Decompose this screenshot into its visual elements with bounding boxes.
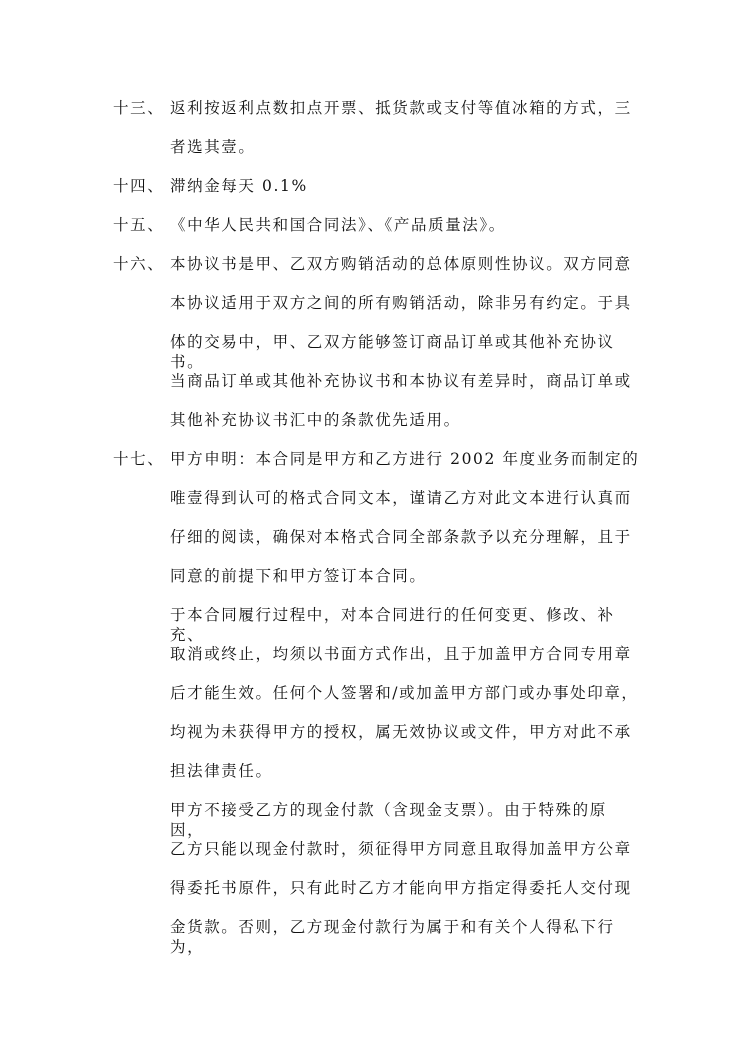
paragraph-a-line-4: 均视为未获得甲方的授权，属无效协议或文件，甲方对此不承 bbox=[170, 723, 632, 741]
clause-16-line-1: 本协议书是甲、乙双方购销活动的总体原则性协议。双方同意 bbox=[170, 255, 632, 273]
clause-16-line-5: 其他补充协议书汇中的条款优先适用。 bbox=[170, 411, 461, 429]
paragraph-b-line-3: 得委托书原件，只有此时乙方才能向甲方指定得委托人交付现 bbox=[170, 879, 632, 897]
paragraph-b-line-4: 金货款。否则，乙方现金付款行为属于和有关个人得私下行为， bbox=[170, 918, 615, 956]
clause-13-line-1: 返利按返利点数扣点开票、抵货款或支付等值冰箱的方式，三 bbox=[170, 99, 632, 117]
clause-number-13: 十三、 bbox=[113, 99, 165, 117]
clause-number-16: 十六、 bbox=[113, 255, 165, 273]
clause-13-line-2: 者选其壹。 bbox=[170, 138, 256, 156]
clause-number-17: 十七、 bbox=[113, 450, 165, 468]
clause-17-line-2: 唯壹得到认可的格式合同文本，谨请乙方对此文本进行认真而 bbox=[170, 489, 632, 507]
clause-17-line-1: 甲方申明：本合同是甲方和乙方进行 2002 年度业务而制定的 bbox=[170, 450, 640, 468]
paragraph-a-line-5: 担法律责任。 bbox=[170, 762, 273, 780]
clause-17-line-4: 同意的前提下和甲方签订本合同。 bbox=[170, 567, 427, 585]
paragraph-b-line-1: 甲方不接受乙方的现金付款（含现金支票）。由于特殊的原因， bbox=[170, 801, 607, 839]
clause-number-14: 十四、 bbox=[113, 177, 165, 195]
clause-16-line-2: 本协议适用于双方之间的所有购销活动，除非另有约定。于具 bbox=[170, 294, 632, 312]
paragraph-a-line-3: 后才能生效。任何个人签署和/或加盖甲方部门或办事处印章， bbox=[170, 684, 639, 702]
clause-16-line-4: 当商品订单或其他补充协议书和本协议有差异时，商品订单或 bbox=[170, 372, 632, 390]
clause-17-line-3: 仔细的阅读，确保对本格式合同全部条款予以充分理解，且于 bbox=[170, 528, 632, 546]
clause-14-line-1: 滞纳金每天 0.1% bbox=[170, 177, 308, 195]
clause-15-line-1: 《中华人民共和国合同法》、《产品质量法》。 bbox=[170, 216, 506, 234]
clause-16-line-3: 体的交易中，甲、乙双方能够签订商品订单或其他补充协议书。 bbox=[170, 333, 615, 371]
paragraph-b-line-2: 乙方只能以现金付款时，须征得甲方同意且取得加盖甲方公章 bbox=[170, 840, 632, 858]
paragraph-a-line-2: 取消或终止，均须以书面方式作出，且于加盖甲方合同专用章 bbox=[170, 645, 632, 663]
clause-number-15: 十五、 bbox=[113, 216, 165, 234]
paragraph-a-line-1: 于本合同履行过程中，对本合同进行的任何变更、修改、补充、 bbox=[170, 606, 615, 644]
